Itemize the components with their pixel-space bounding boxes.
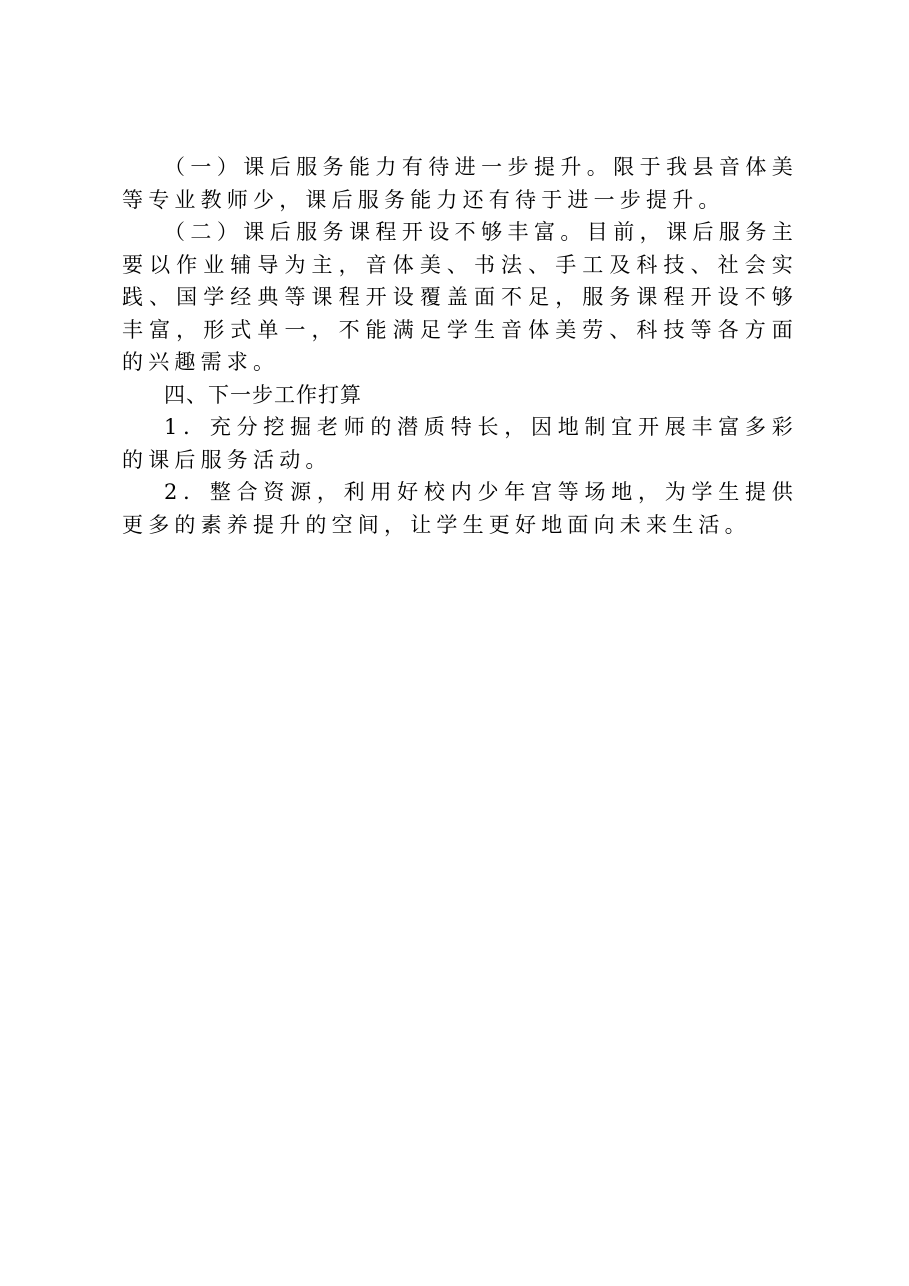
section-heading-next-steps: 四、下一步工作打算 [164,382,362,407]
paragraph-plan-item-1: 1．充分挖掘老师的潜质特长，因地制宜开展丰富多彩的课后服务活动。 [122,415,798,472]
paragraph-course-variety: （二）课后服务课程开设不够丰富。目前，课后服务主要以作业辅导为主，音体美、书法、手工及科技、社会实践、国学经典等课程开设覆盖面不足，服务课程开设不够丰富，形式单一，不能满足学生音体美劳、科技等各方面的兴趣需求。 [122,220,798,374]
document-page [122,151,798,541]
paragraph-plan-item-2: 2．整合资源，利用好校内少年宫等场地，为学生提供更多的素养提升的空间，让学生更好地面向未来生活。 [122,480,798,537]
paragraph-service-capacity: （一）课后服务能力有待进一步提升。限于我县音体美等专业教师少，课后服务能力还有待于进一步提升。 [122,155,798,212]
